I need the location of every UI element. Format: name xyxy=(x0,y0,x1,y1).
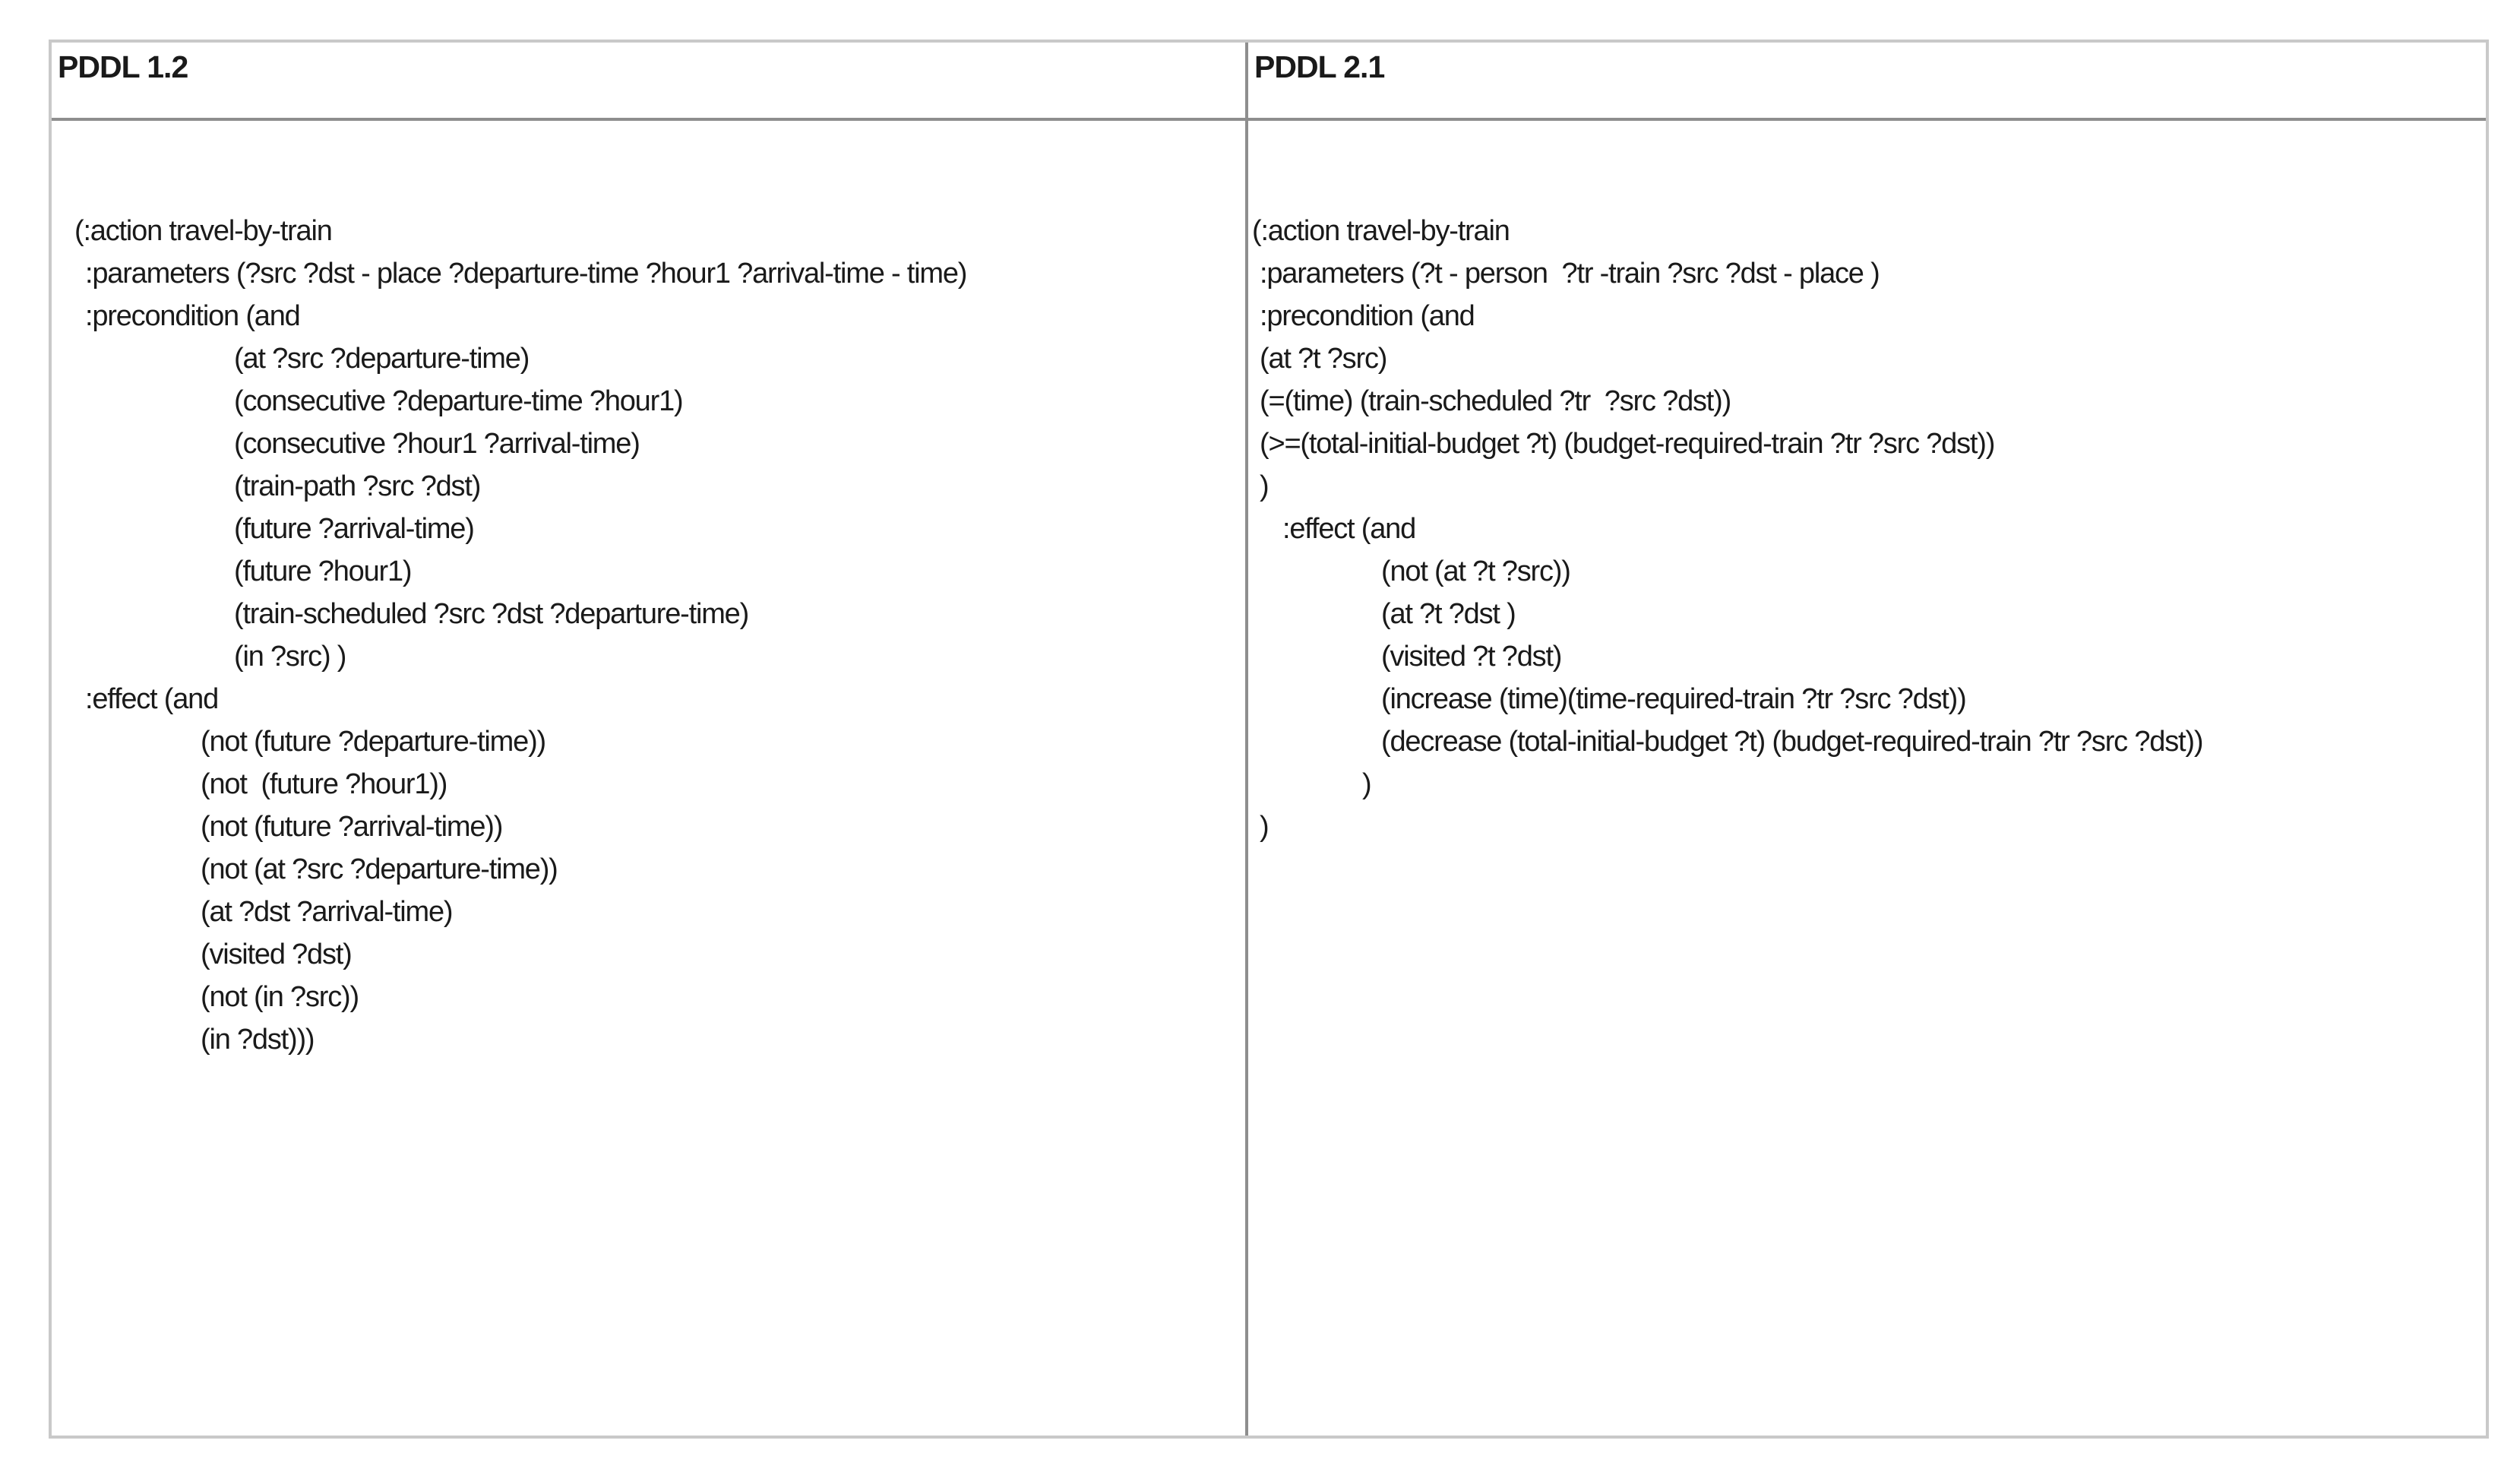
header-cell-pddl-1-2 xyxy=(52,43,1248,121)
code-line: (:action travel-by-train xyxy=(74,215,332,247)
code-block-pddl-2-1 xyxy=(1252,210,2486,848)
code-block-pddl-1-2 xyxy=(74,210,1245,1061)
code-line: (>=(total-initial-budget ?t) (budget-required-train ?tr ?src ?dst)) xyxy=(1260,428,1995,460)
code-line: (at ?t ?src) xyxy=(1260,343,1387,375)
code-line: (not (in ?src)) xyxy=(201,981,359,1013)
code-line: (train-path ?src ?dst) xyxy=(234,470,481,502)
code-line: (not (future ?hour1)) xyxy=(201,768,447,800)
code-line: (at ?src ?departure-time) xyxy=(234,343,530,375)
code-line: (at ?dst ?arrival-time) xyxy=(201,896,453,928)
code-line: ) xyxy=(1260,811,1269,843)
code-line: :precondition (and xyxy=(1260,300,1475,332)
code-line: (in ?dst))) xyxy=(201,1024,315,1056)
code-cell-pddl-1-2 xyxy=(52,121,1248,1436)
code-line: (not (at ?t ?src)) xyxy=(1381,556,1570,587)
code-line: (consecutive ?departure-time ?hour1) xyxy=(234,385,683,417)
code-line: ) xyxy=(1362,768,1371,800)
code-line: (future ?arrival-time) xyxy=(234,513,474,545)
column-header-pddl-2-1: PDDL 2.1 xyxy=(1254,49,1385,84)
code-line: :effect (and xyxy=(1282,513,1416,545)
code-line: :parameters (?src ?dst - place ?departure-time ?hour1 ?arrival-time - time) xyxy=(85,258,967,290)
code-line: ) xyxy=(1260,470,1269,502)
code-line: (not (at ?src ?departure-time)) xyxy=(201,853,558,885)
code-line: (not (future ?departure-time)) xyxy=(201,726,545,758)
code-line: (future ?hour1) xyxy=(234,556,412,587)
code-line: (visited ?dst) xyxy=(201,939,352,970)
comparison-table xyxy=(49,40,2489,1439)
code-line: :precondition (and xyxy=(85,300,300,332)
code-line: (consecutive ?hour1 ?arrival-time) xyxy=(234,428,640,460)
code-line: (train-scheduled ?src ?dst ?departure-time) xyxy=(234,598,749,630)
code-cell-pddl-2-1 xyxy=(1248,121,2486,1436)
column-header-pddl-1-2: PDDL 1.2 xyxy=(58,49,188,84)
code-line: (:action travel-by-train xyxy=(1252,215,1510,247)
code-line: (decrease (total-initial-budget ?t) (budget-required-train ?tr ?src ?dst)) xyxy=(1381,726,2203,758)
code-line: (increase (time)(time-required-train ?tr ?src ?dst)) xyxy=(1381,683,1966,715)
code-line: (at ?t ?dst ) xyxy=(1381,598,1516,630)
header-cell-pddl-2-1 xyxy=(1248,43,2486,121)
code-line: (in ?src) ) xyxy=(234,641,346,673)
code-line: (=(time) (train-scheduled ?tr ?src ?dst)) xyxy=(1260,385,1731,417)
code-line: :effect (and xyxy=(85,683,219,715)
code-line: (visited ?t ?dst) xyxy=(1381,641,1562,673)
code-line: :parameters (?t - person ?tr -train ?src ?dst - place ) xyxy=(1260,258,1880,290)
code-line: (not (future ?arrival-time)) xyxy=(201,811,503,843)
